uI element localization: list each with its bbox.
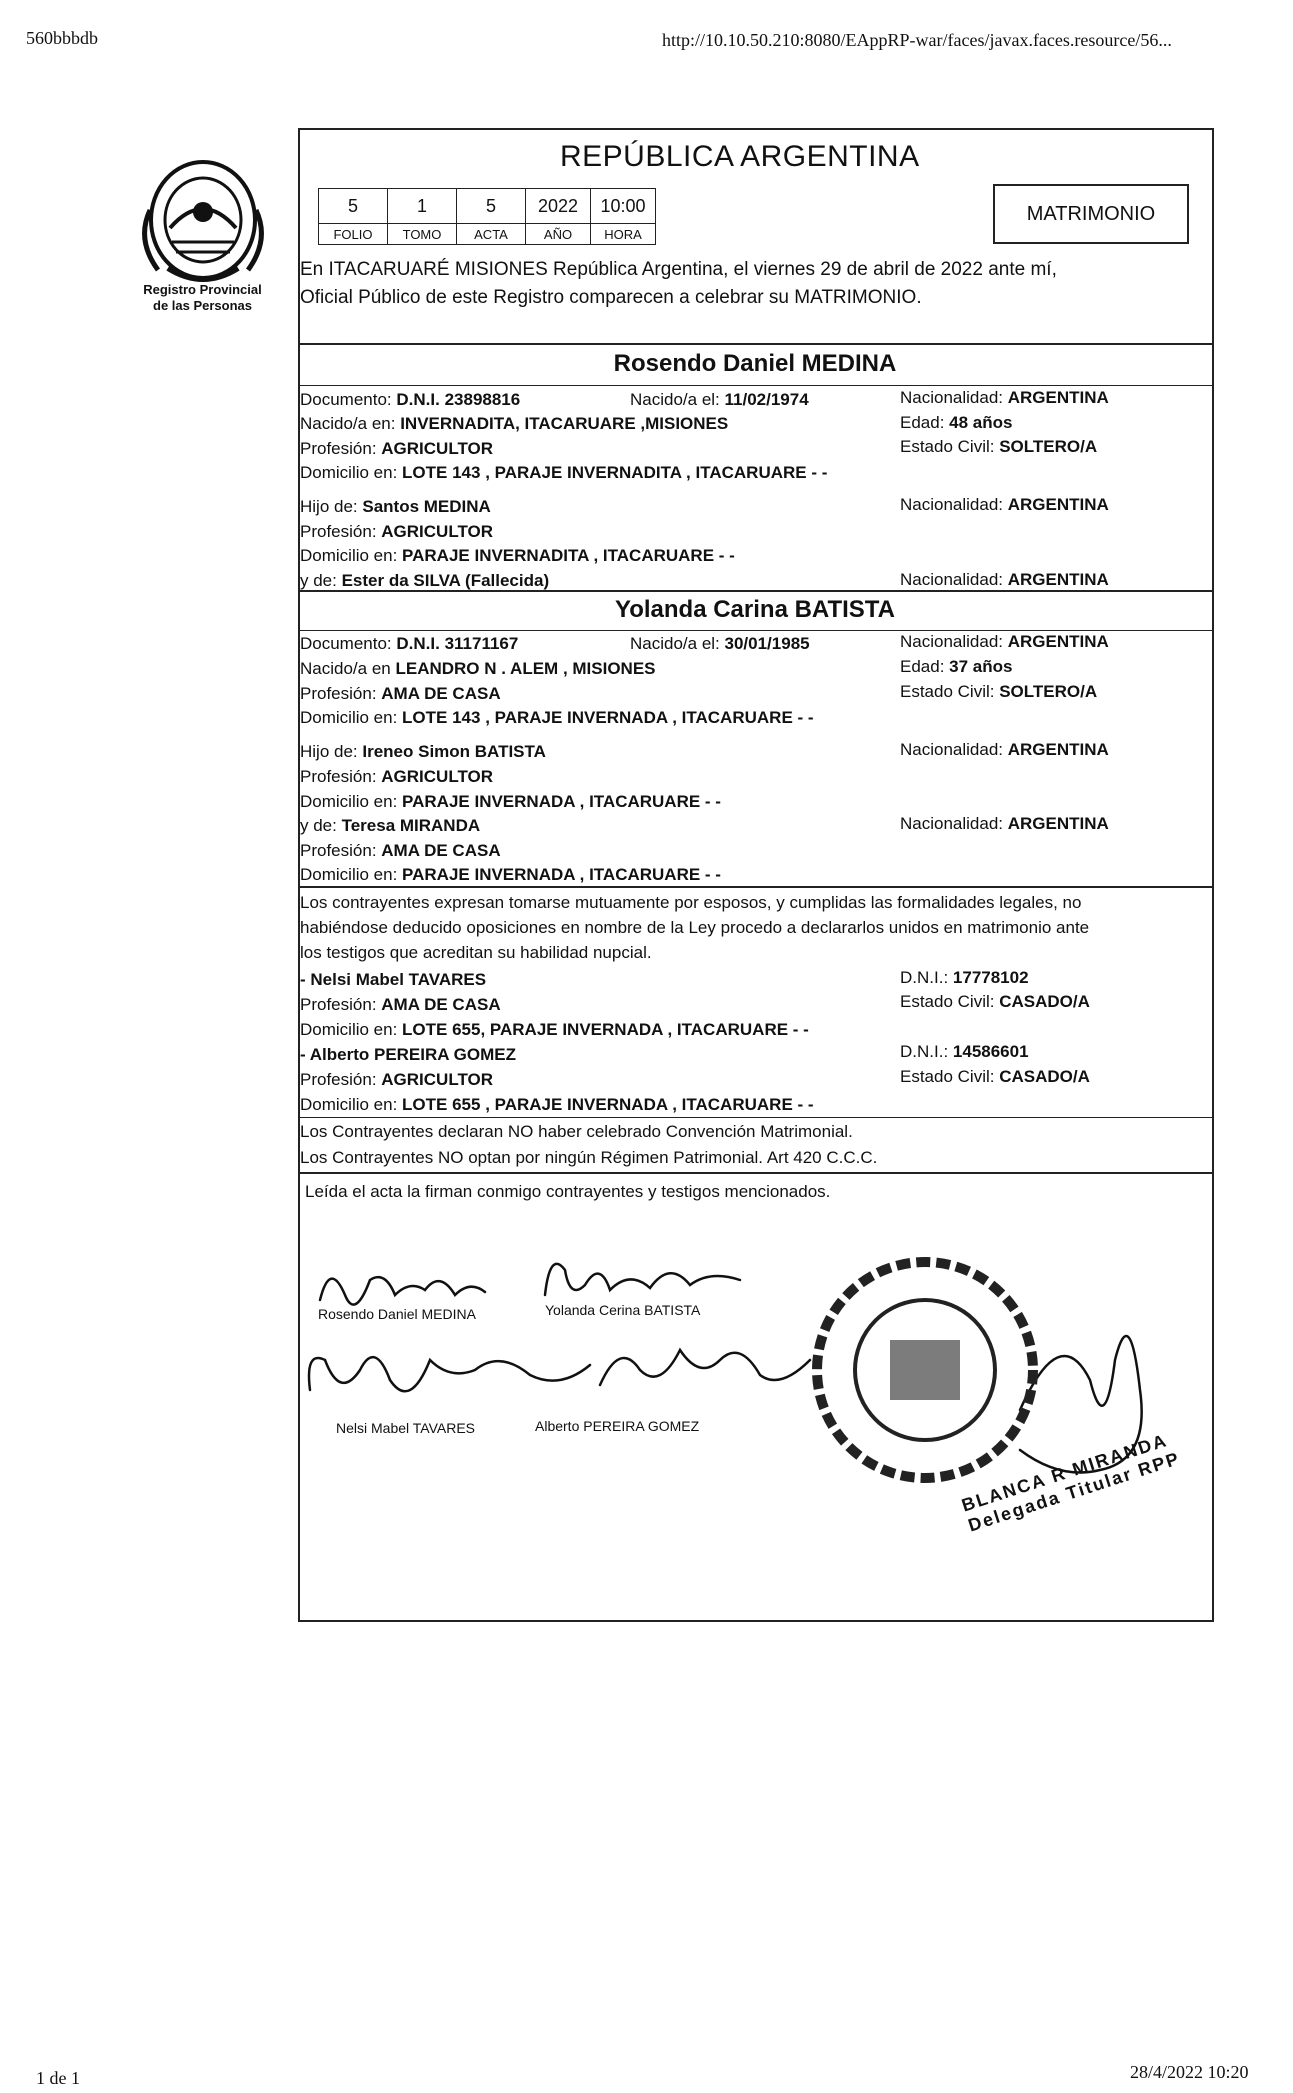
spouse1-father: Hijo de: Santos MEDINA: [300, 497, 491, 516]
spouse1-nationality: Nacionalidad: ARGENTINA: [900, 388, 1109, 407]
spouse2-documento: Documento: D.N.I. 31171167: [300, 634, 519, 653]
spouse2-mother: y de: Teresa MIRANDA: [300, 816, 481, 835]
tomo-label: TOMO: [388, 224, 457, 245]
source-url: http://10.10.50.210:8080/EAppRP-war/faces/javax.faces.resource/56...: [662, 30, 1172, 50]
document-id: 560bbbdb: [26, 28, 98, 48]
ceremony-line2: habiéndose deducido oposiciones en nombre de la Ley procedo a declararlos unidos en matrimonio ante: [300, 918, 1090, 937]
spouse2-civil-status: Estado Civil: SOLTERO/A: [900, 682, 1098, 701]
spouse2-age: Edad: 37 años: [900, 657, 1013, 676]
closing-text: Leída el acta la firman conmigo contrayentes y testigos mencionados.: [305, 1182, 831, 1201]
folio-value: 5: [319, 189, 388, 224]
spouse1-father-nationality: Nacionalidad: ARGENTINA: [900, 495, 1109, 514]
spouse2-profession: Profesión: AMA DE CASA: [300, 684, 501, 703]
signature-label-spouse1: Rosendo Daniel MEDINA: [318, 1306, 476, 1322]
spouse1-age: Edad: 48 años: [900, 413, 1013, 432]
spouse2-father: Hijo de: Ireneo Simon BATISTA: [300, 742, 546, 761]
page-counter: 1 de 1: [36, 2068, 80, 2088]
page-title: REPÚBLICA ARGENTINA: [560, 140, 920, 173]
spouse1-mother: y de: Ester da SILVA (Fallecida): [300, 571, 550, 590]
registry-table: [318, 188, 656, 245]
intro-line2: Oficial Público de este Registro comparecen a celebrar su MATRIMONIO.: [300, 287, 922, 308]
intro-text: [300, 256, 1205, 312]
signature-label-spouse2: Yolanda Cerina BATISTA: [545, 1302, 701, 1318]
emblem-label: [115, 282, 290, 314]
spouse2-mother-nationality: Nacionalidad: ARGENTINA: [900, 814, 1109, 833]
spouse1-father-profession: Profesión: AGRICULTOR: [300, 522, 494, 541]
spouse1-documento: Documento: D.N.I. 23898816: [300, 390, 521, 409]
witness1-dni: D.N.I.: 17778102: [900, 968, 1029, 987]
anio-label: AÑO: [526, 224, 591, 245]
emblem-label-line2: de las Personas: [153, 298, 252, 313]
spouse2-mother-profession: Profesión: AMA DE CASA: [300, 841, 501, 860]
intro-line1: En ITACARUARÉ MISIONES República Argentina, el viernes 29 de abril de 2022 ante mí,: [300, 259, 1057, 280]
witness2-dni: D.N.I.: 14586601: [900, 1042, 1029, 1061]
print-date: 28/4/2022 10:20: [1130, 2062, 1249, 2082]
witness1-profession: Profesión: AMA DE CASA: [300, 995, 501, 1014]
spouse1-address: Domicilio en: LOTE 143 , PARAJE INVERNADITA , ITACARUARE - -: [300, 463, 828, 482]
witness1-name: - Nelsi Mabel TAVARES: [300, 970, 487, 989]
spouse1-father-address: Domicilio en: PARAJE INVERNADITA , ITACARUARE - -: [300, 546, 735, 565]
divider: [298, 343, 1212, 345]
spouse2-name: Yolanda Carina BATISTA: [614, 596, 896, 623]
folio-label: FOLIO: [319, 224, 388, 245]
spouse1-profession: Profesión: AGRICULTOR: [300, 439, 494, 458]
witness1-address: Domicilio en: LOTE 655, PARAJE INVERNADA , ITACARUARE - -: [300, 1020, 809, 1039]
acta-label: ACTA: [457, 224, 526, 245]
divider: [298, 1117, 1212, 1118]
divider: [298, 886, 1212, 888]
witness2-civil-status: Estado Civil: CASADO/A: [900, 1067, 1090, 1086]
spouse1-name: Rosendo Daniel MEDINA: [613, 350, 897, 377]
spouse2-nationality: Nacionalidad: ARGENTINA: [900, 632, 1109, 651]
official-stamp: BLANCA R MIRANDA Delegada Titular RPP: [959, 1430, 1183, 1536]
hora-label: HORA: [591, 224, 656, 245]
divider: [298, 590, 1212, 592]
witness2-name: - Alberto PEREIRA GOMEZ: [300, 1045, 516, 1064]
spouse2-birthplace: Nacido/a en LEANDRO N . ALEM , MISIONES: [300, 659, 656, 678]
ceremony-line1: Los contrayentes expresan tomarse mutuamente por esposos, y cumplidas las formalidades legales, no: [300, 893, 1082, 912]
anio-value: 2022: [526, 189, 591, 224]
acta-value: 5: [457, 189, 526, 224]
spouse2-birthdate: Nacido/a el: 30/01/1985: [630, 634, 810, 653]
note-regime: Los Contrayentes NO optan por ningún Régimen Patrimonial. Art 420 C.C.C.: [300, 1148, 878, 1167]
hora-value: 10:00: [591, 189, 656, 224]
spouse1-birthplace: Nacido/a en: INVERNADITA, ITACARUARE ,MISIONES: [300, 414, 729, 433]
spouse2-mother-address: Domicilio en: PARAJE INVERNADA , ITACARUARE - -: [300, 865, 721, 884]
document-type-badge: MATRIMONIO: [993, 184, 1189, 244]
signature-label-witness2: Alberto PEREIRA GOMEZ: [535, 1418, 700, 1434]
witness2-profession: Profesión: AGRICULTOR: [300, 1070, 494, 1089]
tomo-value: 1: [388, 189, 457, 224]
spouse2-father-profession: Profesión: AGRICULTOR: [300, 767, 494, 786]
note-convention: Los Contrayentes declaran NO haber celebrado Convención Matrimonial.: [300, 1122, 853, 1141]
ceremony-line3: los testigos que acreditan su habilidad nupcial.: [300, 943, 652, 962]
emblem-label-line1: Registro Provincial: [143, 282, 262, 297]
spouse2-father-nationality: Nacionalidad: ARGENTINA: [900, 740, 1109, 759]
spouse1-birthdate: Nacido/a el: 11/02/1974: [630, 390, 809, 409]
spouse1-civil-status: Estado Civil: SOLTERO/A: [900, 437, 1098, 456]
ceremony-text: [300, 890, 1210, 965]
divider: [298, 1172, 1212, 1174]
spouse1-mother-nationality: Nacionalidad: ARGENTINA: [900, 570, 1109, 589]
spouse2-address: Domicilio en: LOTE 143 , PARAJE INVERNADA , ITACARUARE - -: [300, 708, 814, 727]
witness2-address: Domicilio en: LOTE 655 , PARAJE INVERNADA , ITACARUARE - -: [300, 1095, 814, 1114]
spouse2-father-address: Domicilio en: PARAJE INVERNADA , ITACARUARE - -: [300, 792, 721, 811]
signature-label-witness1: Nelsi Mabel TAVARES: [336, 1420, 476, 1436]
witness1-civil-status: Estado Civil: CASADO/A: [900, 992, 1090, 1011]
